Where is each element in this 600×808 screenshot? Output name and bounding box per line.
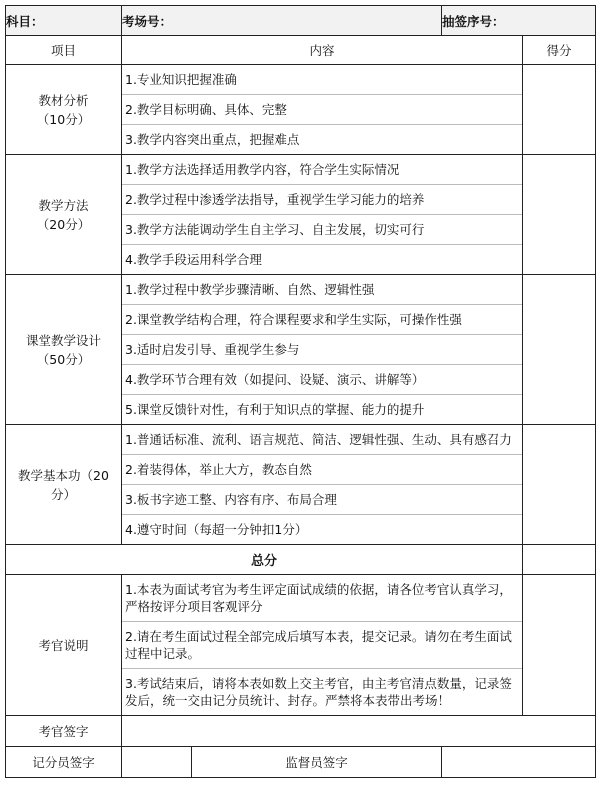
section-name: 教学基本功（20分） bbox=[18, 467, 109, 502]
criterion-item: 1.教学方法选择适用教学内容，符合学生实际情况 bbox=[122, 155, 522, 185]
instruction-item: 3.考试结束后，请将本表如数上交主考官，由主考官清点数量，记录签发后，统一交由记分员统计、封存。严禁将本表带出考场！ bbox=[125, 676, 512, 708]
section-items bbox=[122, 425, 523, 545]
examiner-signature-row bbox=[6, 716, 596, 747]
column-header-score: 得分 bbox=[523, 36, 596, 65]
examiner-signature-label: 考官签字 bbox=[6, 716, 122, 747]
section-items bbox=[122, 65, 523, 155]
exam-room-field[interactable]: 考场号： bbox=[122, 6, 442, 36]
criterion-item: 3.教学内容突出重点，把握难点 bbox=[125, 132, 300, 147]
criterion-item: 4.教学环节合理有效（如提问、设疑、演示、讲解等） bbox=[122, 365, 522, 395]
criterion-item: 2.教学目标明确、具体、完整 bbox=[122, 95, 522, 125]
section-name: 课堂教学设计 bbox=[25, 332, 101, 348]
criterion-item: 3.适时启发引导、重视学生参与 bbox=[122, 335, 522, 365]
instructions-row bbox=[6, 575, 596, 716]
section-points: （50分） bbox=[36, 351, 91, 367]
section-row-teaching-method bbox=[6, 155, 596, 275]
section-items bbox=[122, 275, 523, 425]
criterion-item: 3.教学方法能调动学生自主学习、自主发展，切实可行 bbox=[122, 215, 522, 245]
criterion-item: 1.普通话标准、流利、语言规范、简洁、逻辑性强、生动、具有感召力 bbox=[122, 425, 522, 455]
section-row-textbook-analysis bbox=[6, 65, 596, 155]
criterion-item: 4.遵守时间（每超一分钟扣1分） bbox=[125, 522, 308, 537]
examiner-signature-field[interactable] bbox=[122, 716, 596, 747]
criterion-item: 4.教学手段运用科学合理 bbox=[125, 252, 262, 267]
supervisor-signature-field[interactable] bbox=[442, 747, 596, 778]
score-cell[interactable] bbox=[523, 155, 596, 275]
total-label: 总分 bbox=[6, 545, 523, 575]
section-label bbox=[6, 275, 122, 425]
column-header-row bbox=[6, 36, 596, 65]
criterion-item: 2.课堂教学结构合理，符合课程要求和学生实际，可操作性强 bbox=[122, 305, 522, 335]
section-name: 教学方法 bbox=[38, 197, 89, 213]
section-points: （20分） bbox=[36, 216, 91, 232]
scorer-signature-row bbox=[6, 747, 596, 778]
score-cell[interactable] bbox=[523, 425, 596, 545]
section-items bbox=[122, 155, 523, 275]
header-row bbox=[6, 6, 596, 36]
section-label bbox=[6, 425, 122, 545]
instructions-items bbox=[122, 575, 523, 716]
supervisor-signature-label: 监督员签字 bbox=[192, 747, 442, 778]
scoring-sheet bbox=[5, 5, 595, 778]
criterion-item: 2.着装得体，举止大方，教态自然 bbox=[122, 455, 522, 485]
scorer-signature-label: 记分员签字 bbox=[6, 747, 122, 778]
section-name: 教材分析 bbox=[38, 92, 89, 108]
instructions-blank bbox=[523, 575, 596, 716]
criterion-item: 3.板书字迹工整、内容有序、布局合理 bbox=[122, 485, 522, 515]
section-row-basic-skills bbox=[6, 425, 596, 545]
total-score-cell[interactable] bbox=[523, 545, 596, 575]
score-cell[interactable] bbox=[523, 275, 596, 425]
draw-number-field[interactable]: 抽签序号： bbox=[442, 6, 596, 36]
criterion-item: 1.专业知识把握准确 bbox=[122, 65, 522, 95]
section-row-lesson-design bbox=[6, 275, 596, 425]
instructions-label: 考官说明 bbox=[6, 575, 122, 716]
column-header-item: 项目 bbox=[6, 36, 122, 65]
criterion-item: 1.教学过程中教学步骤清晰、自然、逻辑性强 bbox=[122, 275, 522, 305]
criterion-item: 5.课堂反馈针对性，有利于知识点的掌握、能力的提升 bbox=[125, 402, 425, 417]
instruction-item: 1.本表为面试考官为考生评定面试成绩的依据，请各位考官认真学习，严格按评分项目客观评分 bbox=[122, 575, 522, 622]
section-points: （10分） bbox=[36, 111, 91, 127]
score-cell[interactable] bbox=[523, 65, 596, 155]
column-header-content: 内容 bbox=[122, 36, 523, 65]
section-label bbox=[6, 65, 122, 155]
criterion-item: 2.教学过程中渗透学法指导，重视学生学习能力的培养 bbox=[122, 185, 522, 215]
scorer-signature-field[interactable] bbox=[122, 747, 192, 778]
section-label bbox=[6, 155, 122, 275]
instruction-item: 2.请在考生面试过程全部完成后填写本表，提交记录。请勿在考生面试过程中记录。 bbox=[122, 622, 522, 669]
scoring-table bbox=[5, 5, 596, 778]
total-row bbox=[6, 545, 596, 575]
subject-field[interactable]: 科目： bbox=[6, 6, 122, 36]
